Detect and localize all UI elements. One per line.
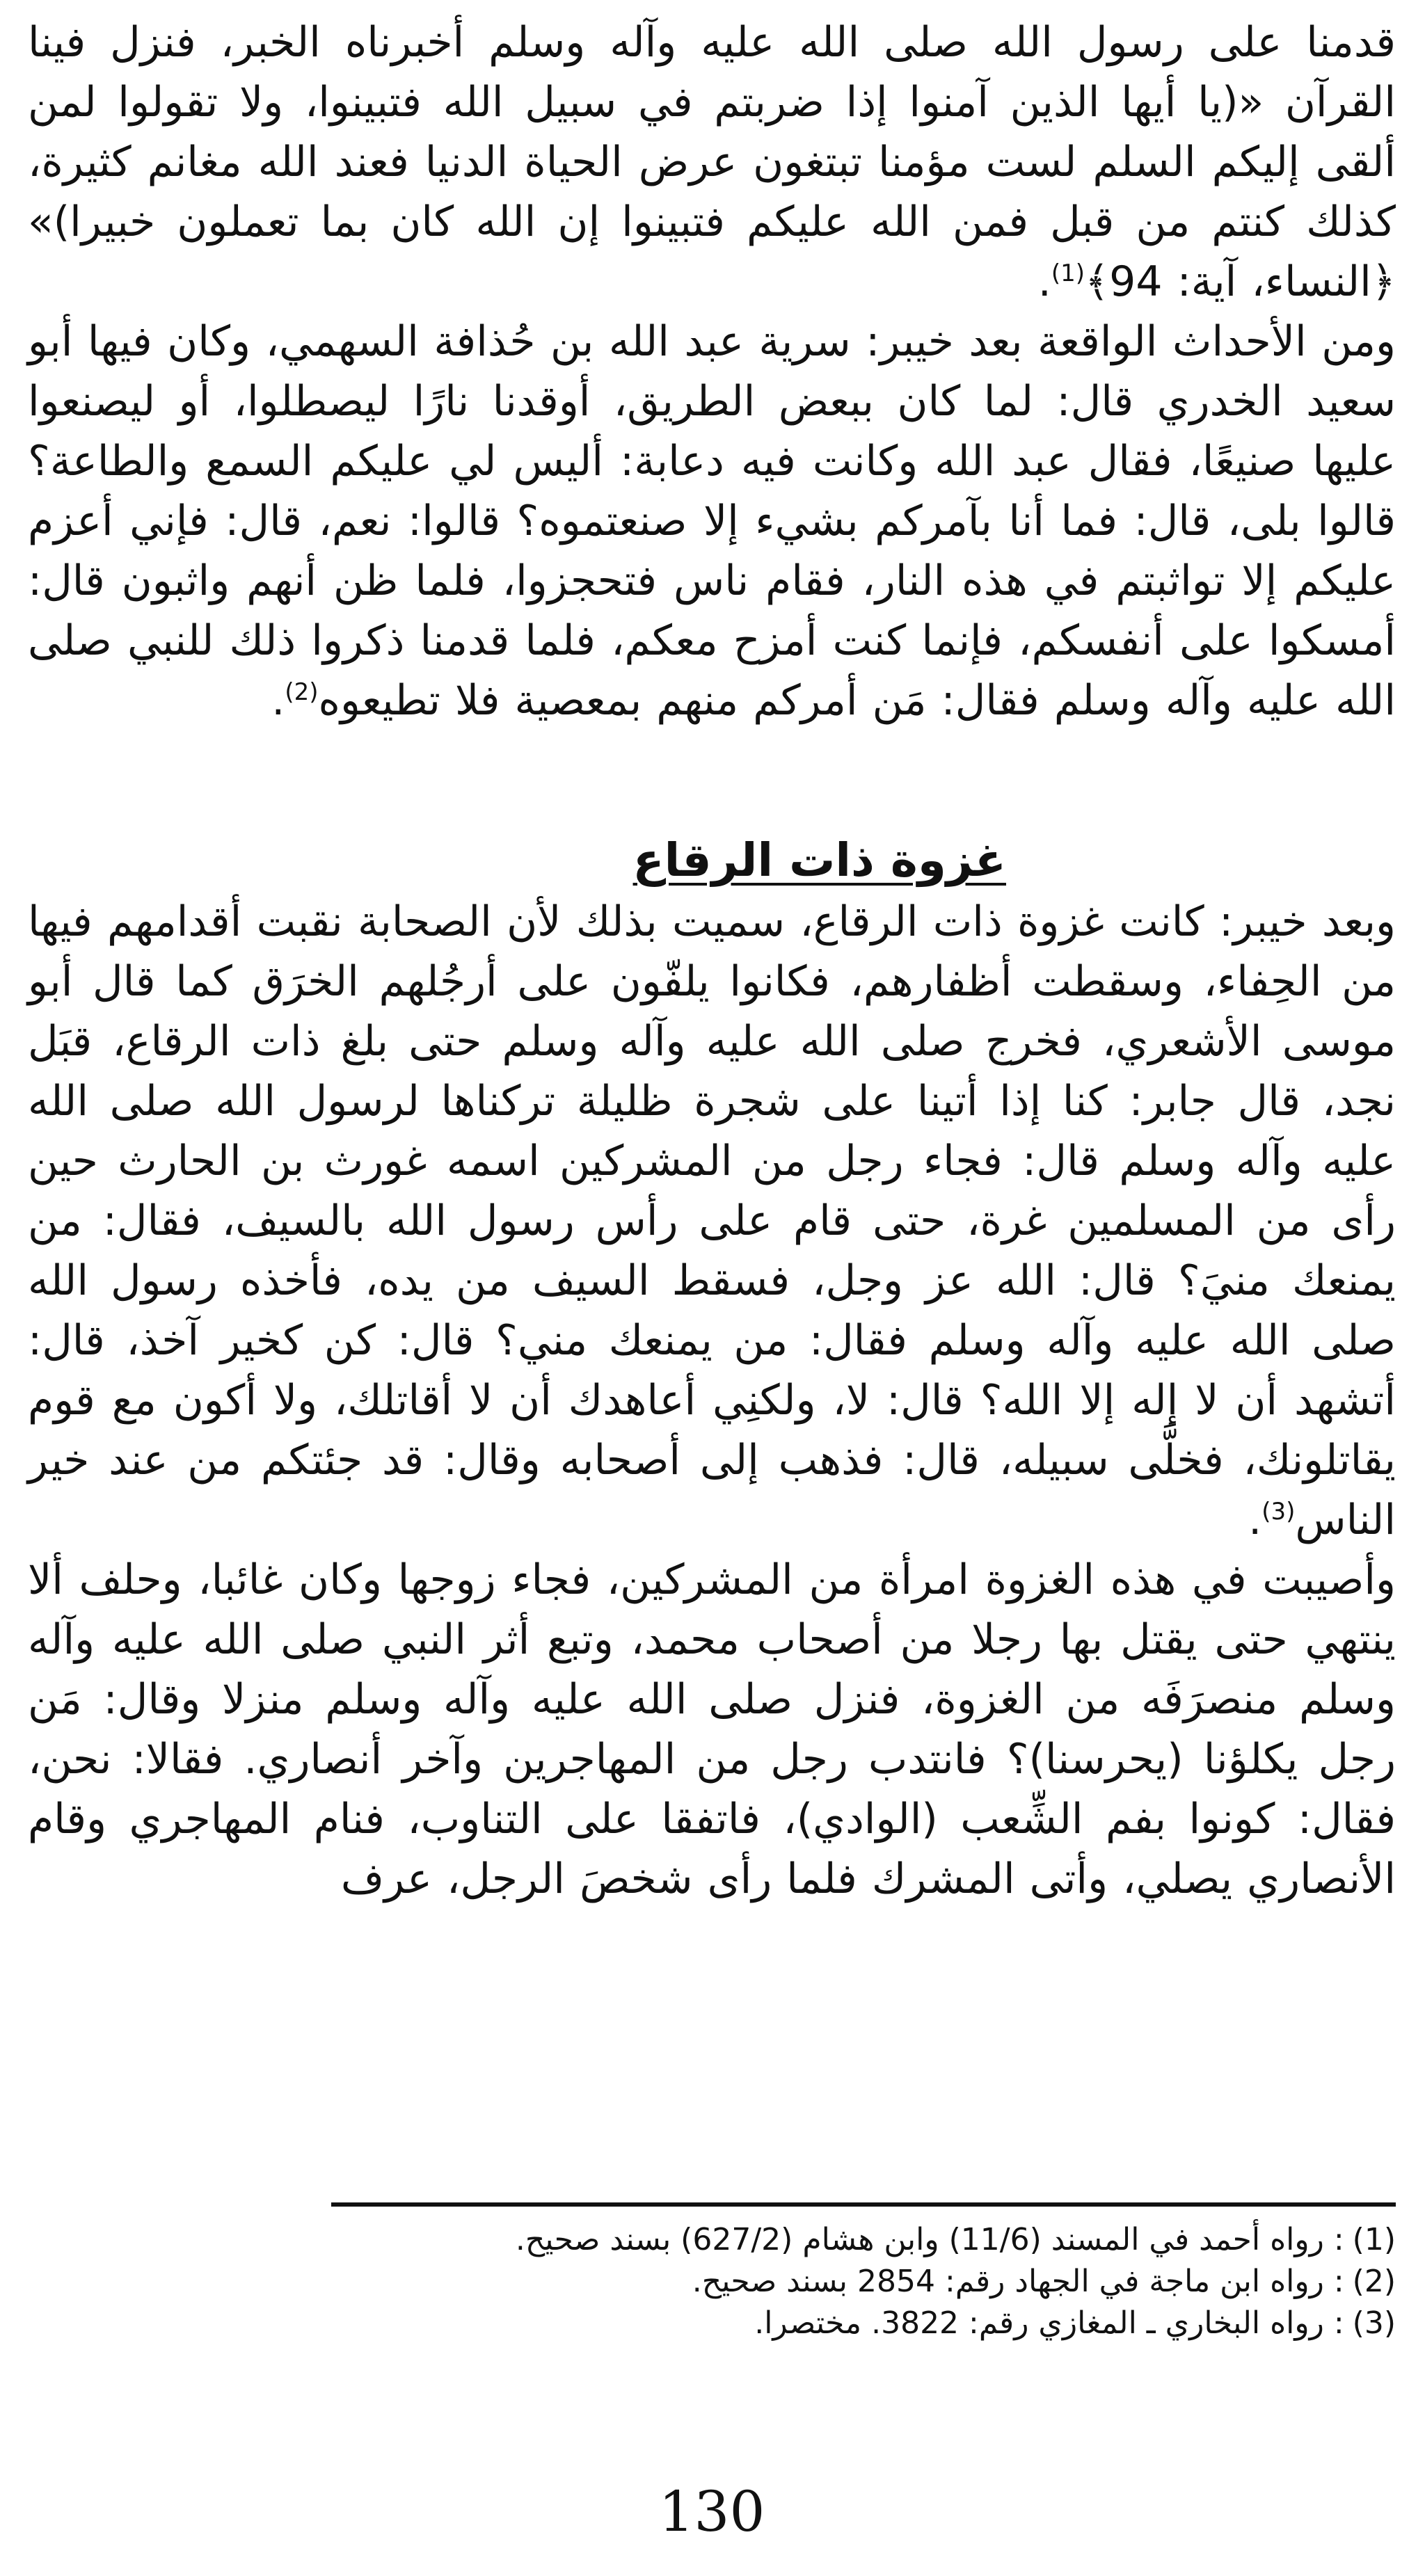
paragraph-end: . (1037, 257, 1051, 306)
footnote-text: : رواه البخاري ـ المغازي رقم: 3822. مختصرا. (754, 2305, 1344, 2341)
paragraph-text: وبعد خيبر: كانت غزوة ذات الرقاع، سميت بذلك لأن الصحابة نقبت أقدامهم فيها من الحِفاء، وسقطت أظفارهم، فكانوا يلفّون على أرجُلهم الخرَق كما قال أبو موسى الأشعري، فخرج صلى الله عليه وآله وسلم حتى بلغ ذات الرقاع، قبَل نجد، قال جابر: كنا إذا أتينا على شجرة ظليلة تركناها لرسول الله صلى الله عليه وآله وسلم قال: فجاء رجل من المشركين اسمه غورث بن الحارث حين رأى من المسلمين غرة، حتى قام على رأس رسول الله بالسيف، فقال: من يمنعك منيَ؟ قال: الله عز وجل، فسقط السيف من يده، فأخذه رسول الله صلى الله عليه وآله وسلم فقال: من يمنعك مني؟ قال: كن كخير آخذ، قال: أتشهد أن لا إله إلا الله؟ قال: لا، ولكنِي أعاهدك أن لا أقاتلك، ولا أكون مع قوم يقاتلونك، فخلَّى سبيله، قال: فذهب إلى أصحابه وقال: قد جئتكم من عند خير الناس (28, 897, 1396, 1544)
footnote-3 (28, 2303, 1396, 2344)
footnote-text: : رواه أحمد في المسند (11/6) وابن هشام (627/2) بسند صحيح. (515, 2222, 1344, 2257)
paragraph-end: . (271, 676, 285, 725)
footnote-1 (28, 2219, 1396, 2261)
section-spacer (28, 730, 1396, 829)
paragraph-guard-story (28, 1550, 1396, 1909)
paragraph-text: ومن الأحداث الواقعة بعد خيبر: سرية عبد الله بن حُذافة السهمي، وكان فيها أبو سعيد الخدري قال: لما كان ببعض الطريق، أوقدنا نارًا ليصطلوا، أو ليصنعوا عليها صنيعًا، فقال عبد الله وكانت فيه دعابة: أليس لي عليكم السمع والطاعة؟ قالوا بلى، قال: فما أنا بآمركم بشيء إلا صنعتموه؟ قالوا: نعم، قال: فإني أعزم عليكم إلا تواثبتم في هذه النار، فقام ناس فتحجزوا، فلما ظن أنهم واثبون قال: أمسكوا على أنفسكم، فإنما كنت أمزح معكم، فلما قدمنا ذكروا ذلك للنبي صلى الله عليه وآله وسلم فقال: مَن أمركم منهم بمعصية فلا تطيعوه (28, 317, 1396, 725)
paragraph-quran-verse (28, 13, 1396, 312)
footnote-number: (2) (1352, 2264, 1396, 2299)
footnote-number: (3) (1352, 2305, 1396, 2341)
paragraph-end: . (1248, 1496, 1262, 1544)
paragraph-sariya (28, 312, 1396, 730)
paragraph-text: وأصيبت في هذه الغزوة امرأة من المشركين، فجاء زوجها وكان غائبا، وحلف ألا ينتهي حتى يقتل بها رجلا من أصحاب محمد، وتبع أثر النبي صلى الله عليه وآله وسلم منصرَفَه من الغزوة، فنزل صلى الله عليه وآله وسلم منزلا وقال: مَن رجل يكلؤنا (يحرسنا)؟ فانتدب رجل من المهاجرين وآخر أنصاري. فقالا: نحن، فقال: كونوا بفم الشِّعب (الوادي)، فاتفقا على التناوب، فنام المهاجري وقام الأنصاري يصلي، وأتى المشرك فلما رأى شخصَ الرجل، عرف (28, 1555, 1396, 1903)
paragraph-dhat-al-riqa (28, 892, 1396, 1550)
footnote-divider (331, 2202, 1396, 2207)
main-text (28, 13, 1396, 1909)
footnotes (28, 2219, 1396, 2344)
footnote-ref-1: (1) (1051, 259, 1085, 287)
book-page (28, 13, 1396, 2559)
footnote-text: : رواه ابن ماجة في الجهاد رقم: 2854 بسند صحيح. (692, 2264, 1344, 2299)
footnote-ref-2: (2) (285, 678, 319, 706)
footnote-2 (28, 2261, 1396, 2303)
footnote-ref-3: (3) (1261, 1498, 1296, 1526)
footnote-number: (1) (1352, 2222, 1396, 2257)
paragraph-text: قدمنا على رسول الله صلى الله عليه وآله وسلم أخبرناه الخبر، فنزل فينا القرآن «(يا أيها الذين آمنوا إذا ضربتم في سبيل الله فتبينوا، ولا تقولوا لمن ألقى إليكم السلم لست مؤمنا تبتغون عرض الحياة الدنيا فعند الله مغانم كثيرة، كذلك كنتم من قبل فمن الله عليكم فتبينوا إن الله كان بما تعملون خبيرا)» ﴿النساء، آية: 94﴾ (28, 18, 1396, 306)
page-number: 130 (658, 2479, 765, 2544)
section-title: غزوة ذات الرقاع (632, 833, 1006, 887)
